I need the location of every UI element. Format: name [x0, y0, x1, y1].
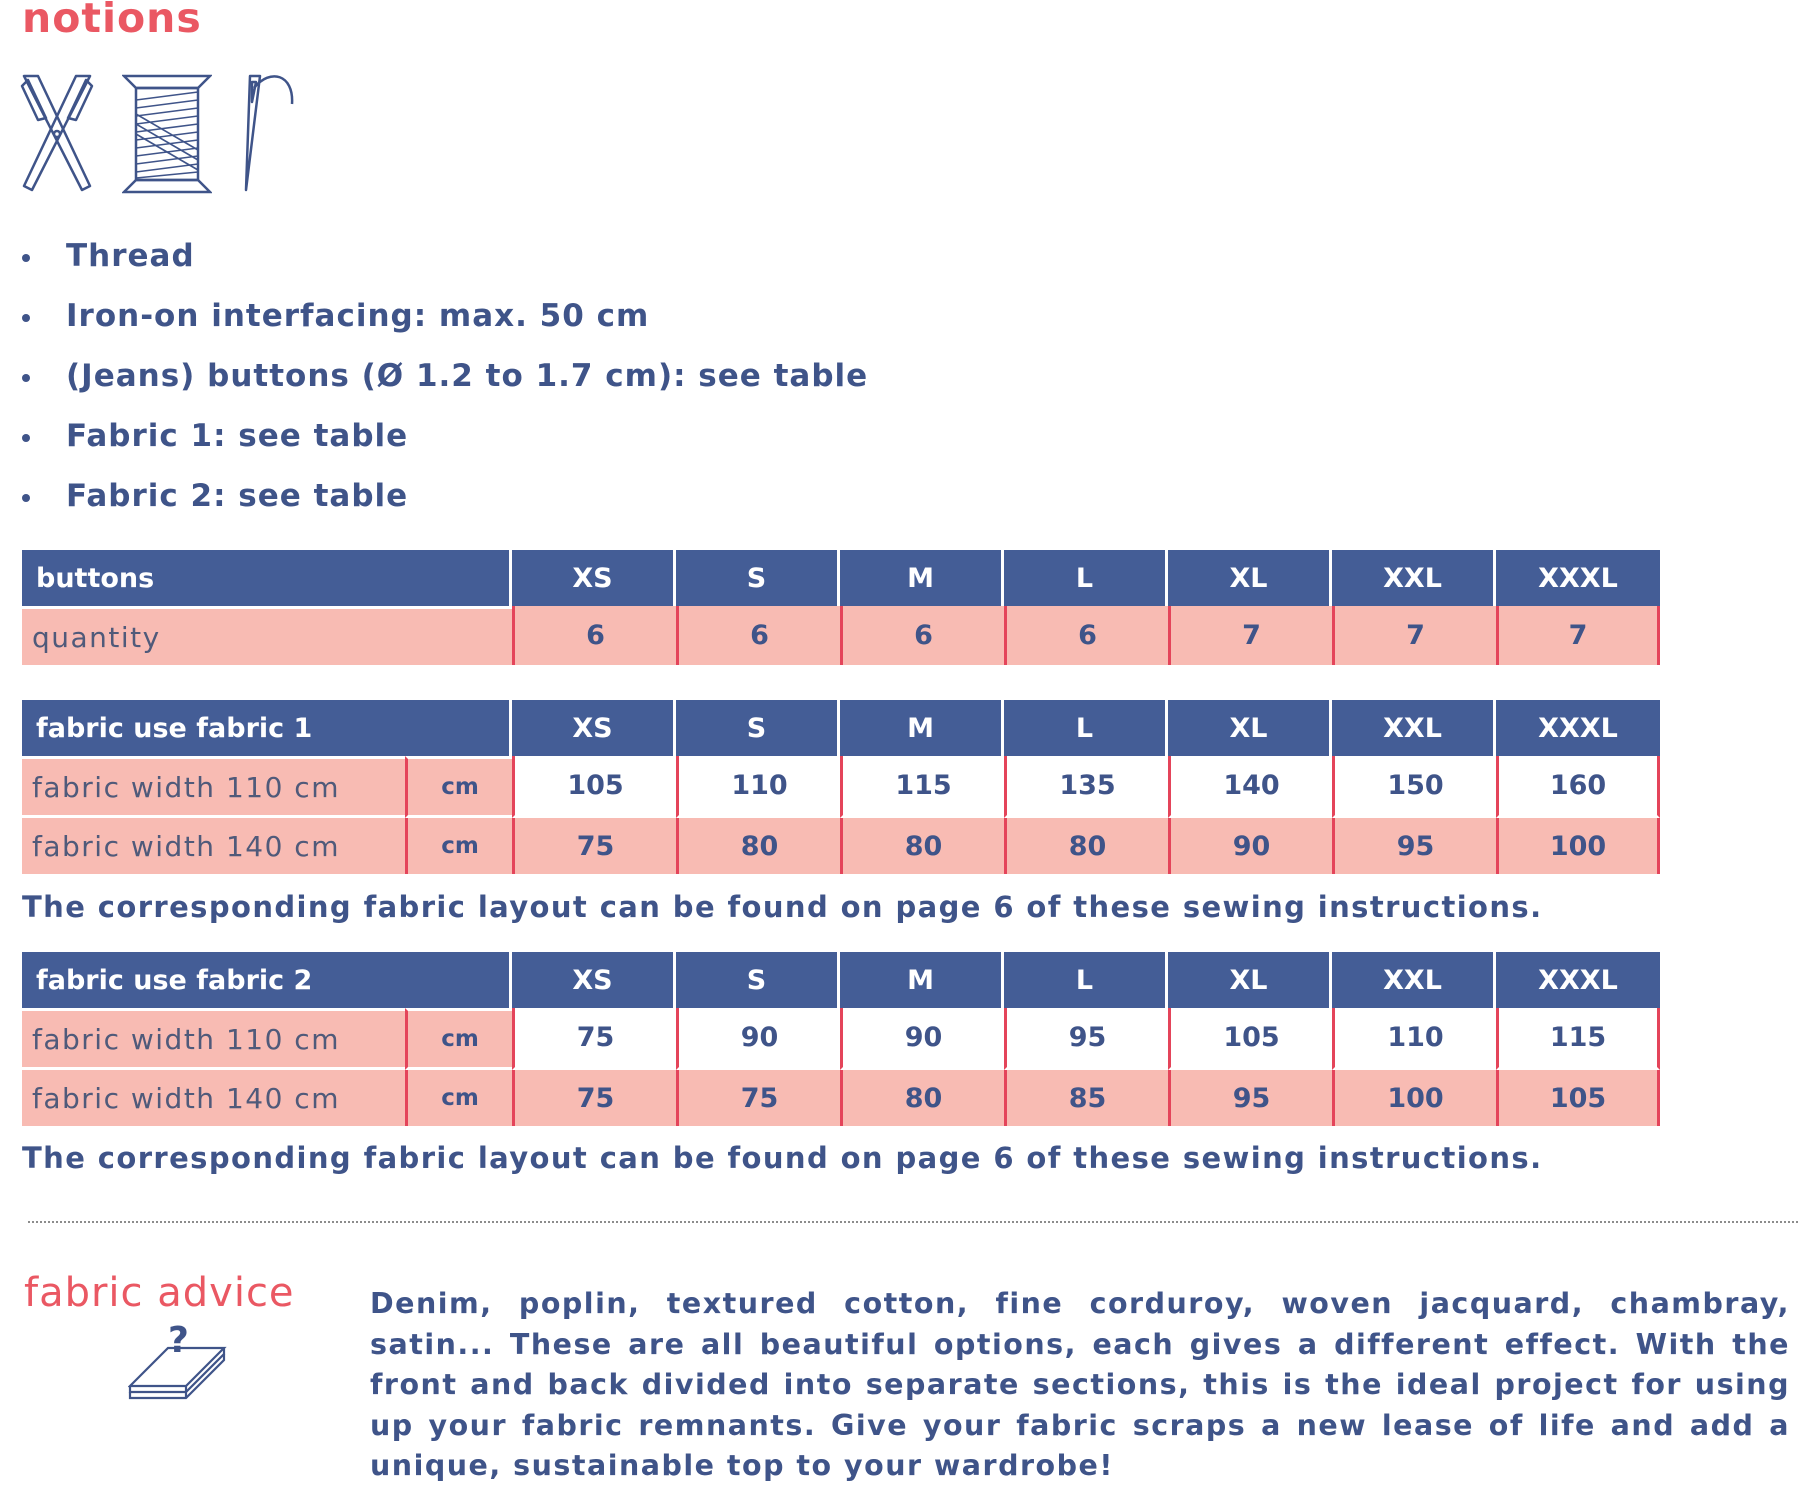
cell-value: 80 [676, 818, 840, 874]
cell-value: 75 [512, 1008, 676, 1070]
size-header: M [840, 952, 1004, 1008]
cell-value: 90 [676, 1008, 840, 1070]
notion-item-buttons [20, 352, 868, 412]
svg-text:?: ? [168, 1320, 189, 1361]
cell-value: 100 [1332, 1070, 1496, 1126]
cell-value: 7 [1168, 606, 1332, 665]
cell-value: 80 [1004, 818, 1168, 874]
notion-label: Fabric 1: see table [66, 418, 409, 454]
buttons-table [22, 550, 1660, 665]
size-header: S [676, 550, 840, 606]
cell-value: 75 [676, 1070, 840, 1126]
size-header: XS [512, 700, 676, 756]
size-header: L [1004, 700, 1168, 756]
table-row [22, 606, 1660, 665]
thread-spool-icon [122, 74, 212, 194]
size-header: M [840, 700, 1004, 756]
fabric-2-table [22, 952, 1660, 1126]
size-header: XXL [1332, 952, 1496, 1008]
notions-title: notions [22, 0, 202, 42]
cell-value: 90 [1168, 818, 1332, 874]
notion-item-fabric-1 [20, 412, 868, 472]
fabric-2-layout-note: The corresponding fabric layout can be found on page 6 of these sewing instructions. [22, 1141, 1543, 1175]
bullet [22, 494, 30, 502]
cell-value: 6 [840, 606, 1004, 665]
cell-value: 7 [1332, 606, 1496, 665]
cell-value: 135 [1004, 756, 1168, 818]
size-header: S [676, 952, 840, 1008]
notion-label: Thread [66, 238, 195, 274]
size-header: XXXL [1496, 550, 1660, 606]
row-label: fabric width 110 cm [22, 1008, 405, 1070]
size-header: L [1004, 952, 1168, 1008]
table-title: fabric use fabric 1 [22, 700, 512, 756]
fabric-1-layout-note: The corresponding fabric layout can be found on page 6 of these sewing instructions. [22, 890, 1543, 924]
table-row [22, 756, 1660, 818]
notion-label: Iron-on interfacing: max. 50 cm [66, 298, 650, 334]
size-header: S [676, 700, 840, 756]
size-header: XL [1168, 550, 1332, 606]
table-title: buttons [22, 550, 512, 606]
cell-value: 85 [1004, 1070, 1168, 1126]
notion-label: Fabric 2: see table [66, 478, 409, 514]
cell-value: 110 [676, 756, 840, 818]
cell-value: 75 [512, 1070, 676, 1126]
table-row [22, 1070, 1660, 1126]
size-header: XXL [1332, 550, 1496, 606]
table-row [22, 1008, 1660, 1070]
cell-value: 140 [1168, 756, 1332, 818]
cell-value: 115 [1496, 1008, 1660, 1070]
bullet [22, 434, 30, 442]
notion-item-thread [20, 232, 868, 292]
notions-list [20, 232, 868, 532]
notion-label: (Jeans) buttons (Ø 1.2 to 1.7 cm): see table [66, 358, 869, 394]
bullet [22, 374, 30, 382]
cell-value: 7 [1496, 606, 1660, 665]
size-header: L [1004, 550, 1168, 606]
cell-value: 80 [840, 818, 1004, 874]
row-label: fabric width 110 cm [22, 756, 405, 818]
table-header-row [22, 550, 1660, 606]
table-header-row [22, 952, 1660, 1008]
bullet [22, 314, 30, 322]
row-unit: cm [405, 1070, 512, 1126]
size-header: XL [1168, 952, 1332, 1008]
size-header: XXXL [1496, 700, 1660, 756]
row-unit: cm [405, 756, 512, 818]
scissors-icon [18, 74, 96, 194]
row-label: fabric width 140 cm [22, 1070, 405, 1126]
cell-value: 6 [1004, 606, 1168, 665]
cell-value: 90 [840, 1008, 1004, 1070]
dotted-divider [28, 1221, 1798, 1223]
needle-icon [240, 74, 300, 194]
notion-item-interfacing [20, 292, 868, 352]
cell-value: 95 [1004, 1008, 1168, 1070]
fabric-advice-title: fabric advice [24, 1270, 295, 1316]
cell-value: 115 [840, 756, 1004, 818]
table-title: fabric use fabric 2 [22, 952, 512, 1008]
row-unit: cm [405, 818, 512, 874]
size-header: XXXL [1496, 952, 1660, 1008]
cell-value: 95 [1332, 818, 1496, 874]
cell-value: 75 [512, 818, 676, 874]
size-header: XS [512, 550, 676, 606]
row-label: fabric width 140 cm [22, 818, 405, 874]
cell-value: 150 [1332, 756, 1496, 818]
size-header: XL [1168, 700, 1332, 756]
cell-value: 6 [676, 606, 840, 665]
cell-value: 105 [512, 756, 676, 818]
row-label: quantity [22, 606, 512, 665]
table-row [22, 818, 1660, 874]
notion-item-fabric-2 [20, 472, 868, 532]
size-header: XXL [1332, 700, 1496, 756]
fabric-1-table [22, 700, 1660, 874]
cell-value: 160 [1496, 756, 1660, 818]
cell-value: 95 [1168, 1070, 1332, 1126]
row-unit: cm [405, 1008, 512, 1070]
cell-value: 100 [1496, 818, 1660, 874]
cell-value: 110 [1332, 1008, 1496, 1070]
bullet [22, 254, 30, 262]
folded-fabric-question-icon [128, 1320, 228, 1410]
size-header: XS [512, 952, 676, 1008]
table-header-row [22, 700, 1660, 756]
size-header: M [840, 550, 1004, 606]
cell-value: 6 [512, 606, 676, 665]
cell-value: 105 [1168, 1008, 1332, 1070]
cell-value: 105 [1496, 1070, 1660, 1126]
cell-value: 80 [840, 1070, 1004, 1126]
fabric-advice-text: Denim, poplin, textured cotton, fine corduroy, woven jacquard, chambray, satin... These are all beautiful options, each gives a different effect. With the front and back divided into separate sections, this is the ideal project for using up your fabric remnants. Give your fabric scraps a new lease of life and add a unique, sustainable top to your wardrobe! [370, 1287, 1790, 1482]
